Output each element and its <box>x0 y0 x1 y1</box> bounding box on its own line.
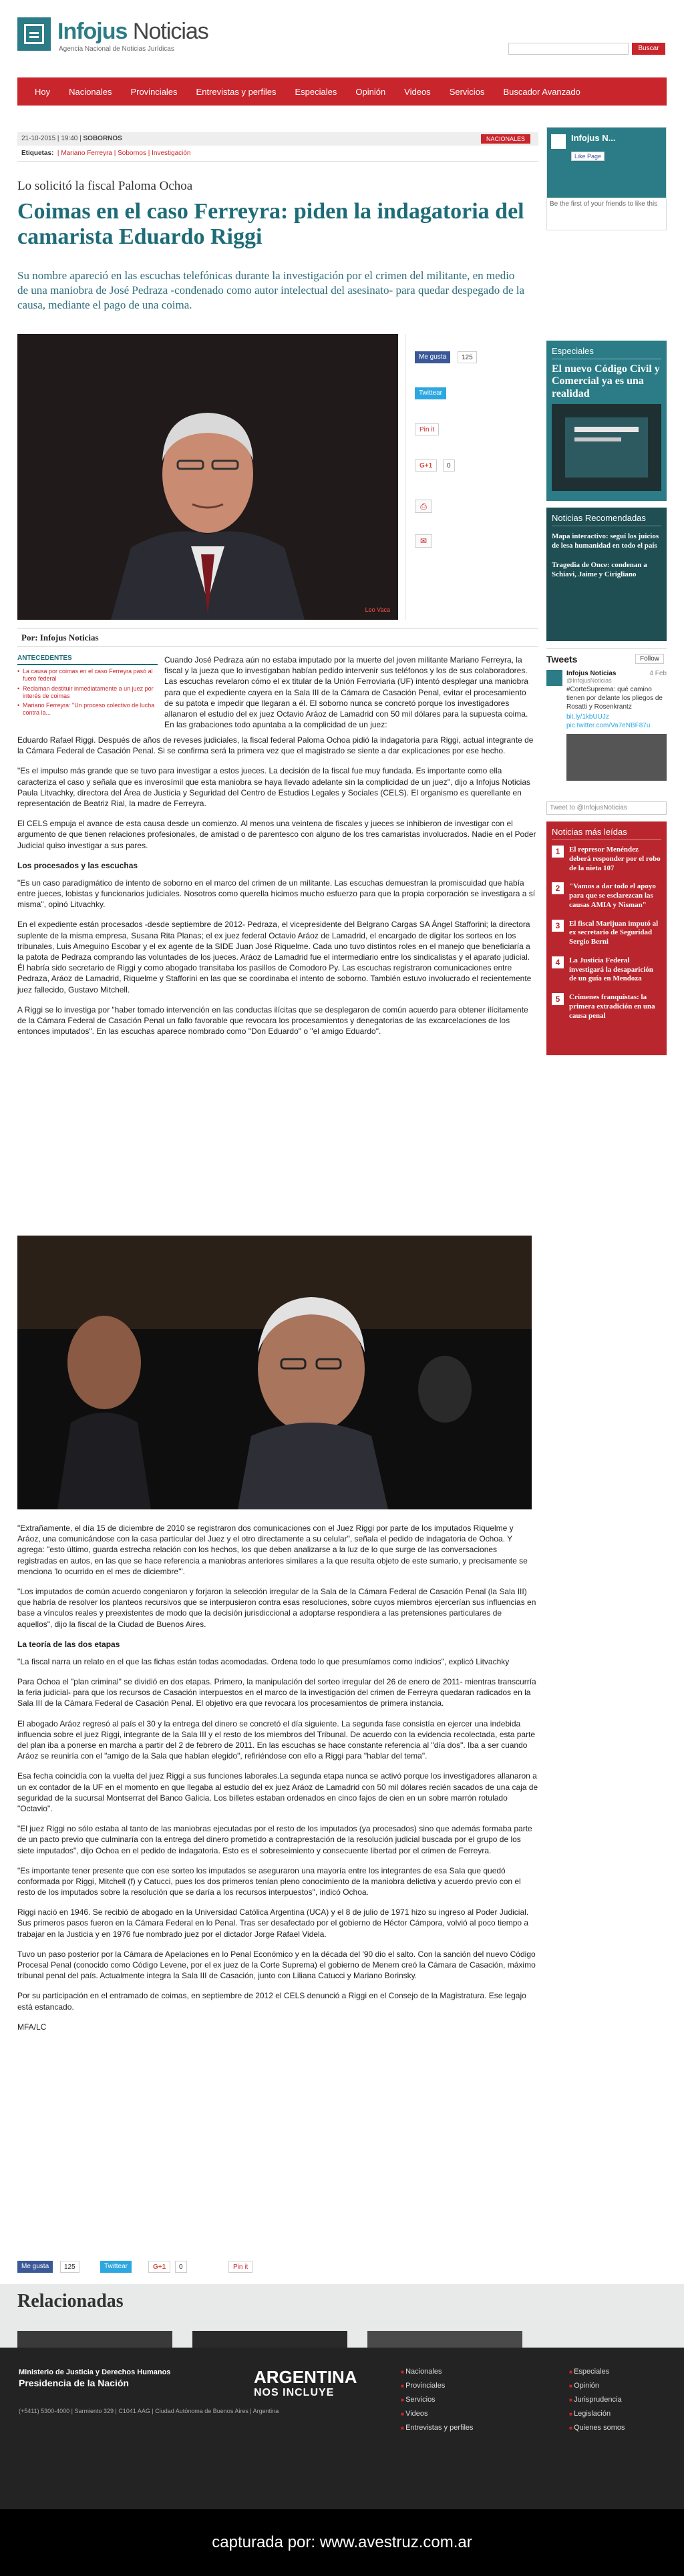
twitter-handle: @InfojusNoticias <box>566 677 612 684</box>
article-body-continued <box>17 1523 538 2042</box>
paragraph: El CELS empuja el avance de esta causa desde un comienzo. Al menos una veintena de fiscales y jueces se inhibieron de investigar con el argumento de que tienen relaciones profesionales, de amistad o de parentesco con alguno de los tres camaristas involucrados. Nadie en el Poder Judicial quiso investigar a sus pares. <box>17 819 536 850</box>
email-icon[interactable]: ✉ <box>415 534 432 548</box>
recommended-link[interactable]: Mapa interactivo: seguí los juicios de lesa humanidad en todo el país <box>552 532 659 550</box>
tags-label: Etiquetas: <box>21 150 54 157</box>
especiales-heading: Especiales <box>552 346 661 359</box>
paragraph: En el expediente están procesados -desde septiembre de 2012- Pedraza, el vicepresidente del Belgrano Cargas SA Ángel Stafforini; la directora suplente de la misma empresa, Susana Rita Planas; el ex juez federal Octavio Aráoz de Lamadrid, el encargado de digitar los sorteos en los tribunales, Luis Ameguino Escobar y el ex agente de la SIDE Juan José Riquelme. Cada uno tuvo distintos roles en el manejo que beneficiaría a la patota de Pedraza comprando las voluntades de los jueces. Aráoz de Lamadrid fue el intermediario entre los sindicalistas y el aparato judicial. Él habría sido secretario de Riggi y como abogado transitaba los pasillos de Comodoro Py. Las escuchas registraron comunicaciones entre Pedraza, Aráoz de Lamadrid, Riquelme y Stafforini en las que se coordinaba el intento de soborno. También estuvo involucrado el recientemente juez fallecido, Gustavo Mitchell. <box>17 920 532 994</box>
category-badge[interactable]: NACIONALES <box>481 134 530 144</box>
paragraph: "La fiscal narra un relato en el que las fichas están todas acomodadas. Ordena todo lo que presumíamos como indicios", explicó Litvachky <box>17 1656 510 1666</box>
nav-item-especiales[interactable]: Especiales <box>295 86 337 97</box>
pinterest-button[interactable]: Pin it <box>415 423 439 435</box>
hero-photo[interactable] <box>17 334 398 620</box>
most-read-title[interactable]: Crímenes franquistas: la primera extradición en una causa penal <box>569 993 655 1020</box>
most-read-item[interactable] <box>552 882 661 910</box>
paragraph: "Es un caso paradigmático de intento de soborno en el marco del crimen de un militante. Las escuchas demuestran la promiscuidad que había entre jueces, lobistas y funcionarios judiciales. Nosotros como querella hicimos mucho esfuerzo para que la propia corporación se investigara a sí misma", opinó Litvachky. <box>17 878 536 910</box>
recommended-box <box>546 508 667 641</box>
most-read-title[interactable]: La Justicia Federal investigará la desaparición de un guía en Mendoza <box>569 956 653 983</box>
rank-number: 2 <box>552 882 564 894</box>
nav-item-entrevistas[interactable]: Entrevistas y perfiles <box>196 86 277 97</box>
paragraph: Tuvo un paso posterior por la Cámara de Apelaciones en lo Penal Económico y en la década del '90 dio el salto. Con la sanción del nuevo Código Procesal Penal (conocido como Código Levene, por el ex juez de la Corte Suprema) el gobierno de Menem creó la Cámara de Casación, máximo tribunal penal del país. Actualmente integra la Sala III de Casación, junto con Liliana Catucci y Mariano Borinsky. <box>17 1949 536 1981</box>
rank-number: 5 <box>552 993 564 1005</box>
google-plus-button[interactable]: G+1 <box>148 2261 170 2273</box>
footer-link[interactable]: ■ Legislación <box>569 2407 625 2421</box>
print-icon[interactable]: ⎙ <box>415 500 432 513</box>
tagline: Agencia Nacional de Noticias Jurídicas <box>59 45 174 53</box>
most-read-item[interactable] <box>552 993 661 1021</box>
nav-item-buscador[interactable]: Buscador Avanzado <box>503 86 580 97</box>
main-nav <box>17 77 667 106</box>
article-title: Coimas en el caso Ferreyra: piden la indagatoria del camarista Eduardo Riggi <box>17 199 524 250</box>
brand-name[interactable]: Infojus Noticias <box>57 19 208 44</box>
tweet-link[interactable]: bit.ly/1kbUUJz pic.twitter.com/Va7eNBF87u <box>566 713 651 729</box>
footer-link[interactable]: ■ Opinión <box>569 2379 625 2393</box>
share-bar <box>405 334 538 620</box>
twitter-widget <box>546 648 667 815</box>
paragraph: Para Ochoa el "plan criminal" se dividió en dos etapas. Primero, la manipulación del sorteo irregular del 26 de enero de 2011- mientras transcurría la feria judicial- para que los recursos de Casación interpuestos en el marco de la investigación del crimen de Ferreyra quedaran radicados en la Sala III de la Cámara Federal de Casación Penal. El objetivo era que revocara los procesamientos de primera instancia. <box>17 1677 536 1708</box>
tweet-button[interactable]: Twittear <box>100 2261 132 2273</box>
most-read-title[interactable]: "Vamos a dar todo el apoyo para que se esclarezcan las causas AMIA y Nisman" <box>569 882 656 909</box>
paragraph: Por su participación en el entramado de coimas, en septiembre de 2012 el CELS denunció a Riggi en el Consejo de la Magistratura. Ese legajo está estancado. <box>17 1991 526 2012</box>
most-read-item[interactable] <box>552 920 661 947</box>
subheading: La teoría de las dos etapas <box>17 1639 120 1649</box>
nav-item-servicios[interactable]: Servicios <box>449 86 485 97</box>
tweet-image[interactable] <box>566 734 667 781</box>
recommended-link[interactable]: Tragedia de Once: condenan a Schiavi, Jaime y Cirigliano <box>552 560 647 578</box>
article-photo[interactable] <box>17 1236 532 1509</box>
antecedente-link[interactable]: • La causa por coimas en el caso Ferreyra pasó al fuero federal <box>17 668 158 683</box>
pinterest-button[interactable]: Pin it <box>228 2261 252 2273</box>
footer-link[interactable]: ■ Servicios <box>401 2393 474 2407</box>
logo-icon <box>550 133 567 150</box>
related-title: Relacionadas <box>17 2291 124 2312</box>
photo-credit: Leo Vaca <box>365 606 390 613</box>
article-meta: 21-10-2015 | 19:40 | SOBORNOS NACIONALES <box>17 132 538 146</box>
paragraph: Eduardo Rafael Riggi. Después de años de reveses judiciales, la fiscal federal Paloma Ochoa pidió la indagatoria para Riggi, actual integrante de la Cámara Federal de Casación Penal. Si se confirma será la primera vez que el magistrado se siente a dar explicaciones por ese hecho. <box>17 735 534 756</box>
rank-number: 4 <box>552 956 564 968</box>
tweets-heading: Tweets <box>546 654 578 665</box>
article-kicker: Lo solicitó la fiscal Paloma Ochoa <box>17 179 193 193</box>
footer-links-col2 <box>569 2365 625 2434</box>
most-read-box <box>546 821 667 1055</box>
twitter-account-name[interactable]: Infojus Noticias <box>566 670 617 677</box>
footer-link[interactable]: ■ Jurisprudencia <box>569 2393 625 2407</box>
facebook-like-button[interactable]: Me gusta <box>415 351 450 363</box>
ministry-logo[interactable] <box>19 2368 170 2389</box>
antecedentes-box <box>17 655 158 719</box>
facebook-page-widget <box>546 127 667 230</box>
footer-link[interactable]: ■ Videos <box>401 2407 474 2421</box>
article-section: SOBORNOS <box>83 135 122 142</box>
footer-link[interactable]: ■ Especiales <box>569 2365 625 2379</box>
paragraph: Cuando José Pedraza aún no estaba imputado por la muerte del joven militante Mariano Ferreyra, la fiscal y la jueza que lo investigaban habían pedido intervenir sus teléfonos y los de sus colaboradores. Las escuchas revelaron cómo el ex titular de la Unión Ferroviaria (UF) intentó desplegar una maniobra para que el expediente cayera en la Sala III de la Cámara de Casación Penal, evitar el procesamiento de su patota e impedir que llegaran a él. El soborno nunca se concretó porque los investigadores allanaron el estudio del ex juez Octavio Aráoz de Lamadrid con 50 mil dólares para la supuesta coima. En las grabaciones todo apuntaba a la complicidad de un juez: <box>164 655 528 730</box>
antecedente-link[interactable]: • Reclaman destituir inmediatamente a un juez por interés de coimas <box>17 685 158 701</box>
most-read-item[interactable] <box>552 956 661 984</box>
ministry-name: Ministerio de Justicia y Derechos Humanos <box>19 2368 171 2376</box>
capture-watermark: capturada por: www.avestruz.com.ar <box>0 2509 684 2576</box>
paragraph: "Los imputados de común acuerdo congeniaron y forjaron la selección irregular de la Sala de la Cámara Federal de Casación Penal (la Sala III) que habría de resolver los planteos recursivos que se interpusieron contra esas resoluciones, sobre cuyos miembros ejercerían sus influencias en base a vínculos reales y preexistentes de modo que la decisión jurisdiccional a adoptarse respondiera a las pretensiones particulares de aquellos", dijo la fiscal de la Ciudad de Buenos Aires. <box>17 1586 536 1629</box>
facebook-like-count: 125 <box>458 351 477 363</box>
logo-icon[interactable] <box>17 17 51 51</box>
facebook-like-button[interactable]: Me gusta <box>17 2261 53 2273</box>
article-date: 21-10-2015 <box>21 135 56 142</box>
nav-item-videos[interactable]: Videos <box>404 86 431 97</box>
tags-bar: Etiquetas: | Mariano Ferreyra | Sobornos | Investigación <box>17 150 538 162</box>
paragraph: "Es el impulso más grande que se tuvo para investigar a estos jueces. La decisión de la fiscal fue muy fundada. Es importante como ella caracteriza el caso y señala que es inverosímil que esta maniobra se haya llevado adelante sin la complicidad de un juez", dijo a Infojus Noticias Paula Litvachky, directora del Área de Justicia y Seguridad del Centro de Estudios Legales y Sociales (CELS). El organismo es querellante en representación de Beatriz Rial, la madre de Ferreyra. <box>17 766 531 808</box>
nav-item-opinion[interactable]: Opinión <box>355 86 386 97</box>
article-lead: Su nombre apareció en las escuchas telefónicas durante la investigación por el crimen del militante, en medio de una maniobra de José Pedraza -condenado como autor intelectual del asesinato- para quedar despegado de la causa, mediante el pago de una coima. <box>17 269 525 312</box>
rank-number: 3 <box>552 920 564 932</box>
search-button[interactable]: Buscar <box>632 43 665 55</box>
argentina-logo[interactable] <box>254 2368 357 2398</box>
google-plus-count: 0 <box>175 2261 187 2273</box>
footer-link[interactable]: ■ Entrevistas y perfiles <box>401 2421 474 2435</box>
tag-link[interactable]: Sobornos <box>118 150 146 157</box>
nav-item-hoy[interactable]: Hoy <box>35 86 51 97</box>
most-read-item[interactable] <box>552 846 661 873</box>
site-header <box>17 13 667 77</box>
subheading: Los procesados y las escuchas <box>17 860 138 870</box>
especiales-title[interactable]: El nuevo Código Civil y Comercial ya es una realidad <box>552 363 660 399</box>
tag-link[interactable]: Investigación <box>152 150 191 157</box>
argentina-text: ARGENTINA <box>254 2367 357 2387</box>
most-read-heading: Noticias más leídas <box>552 827 661 840</box>
share-bottom-bar <box>17 2261 285 2274</box>
paragraph: El abogado Aráoz regresó al país el 30 y la entrega del dinero se concretó el día siguiente. La segunda fase consistía en ejercer una indebida influencia sobre el juez Riggi, integrante de la Sala III y el resto de los miembros del Tribunal. De acuerdo con la evidencia recolectada, esta parte del plan iba a ponerse en marcha a partir del 2 de febrero de 2011. En las escuchas se hace constante referencia al "día dos". Iba a ser cuando Aráoz se reuniría con el "amigo de la Sala que habían elegido", refiriéndose con ello a Riggi para "hablar del tema". <box>17 1718 536 1761</box>
nav-item-provinciales[interactable]: Provinciales <box>130 86 178 97</box>
especiales-image[interactable] <box>552 404 661 491</box>
tweet-text: #CorteSuprema: qué camino tienen por delante los pliegos de Rosatti y Rosenkrantz <box>566 686 663 711</box>
twitter-follow-button[interactable]: Follow <box>635 654 664 664</box>
google-plus-button[interactable]: G+1 <box>415 459 437 472</box>
paragraph: Esa fecha coincidía con la vuelta del juez Riggi a sus funciones laborales.La segunda etapa nunca se activó porque los investigadores allanaron a un ex contador de la UF en el momento en que llegaba al estudio del ex juez Aráoz de Lamadrid con 50 mil dólares recién sacados de una caja de seguridad de la sucursal Montserrat del Banco Galicia. Los billetes estaban ordenados en cinco fajos de cien en un sobre marrón rotulado "Octavio". <box>17 1771 538 1813</box>
facebook-page-name[interactable]: Infojus N... <box>571 133 616 143</box>
nos-incluye-text: NOS INCLUYE <box>254 2386 335 2398</box>
paragraph: A Riggi se lo investiga por "haber tomado intervención en las conductas ilícitas que se desplegaron de común acuerdo para obtener ilícitamente de la Cámara Federal de Casación Penal un fallo favorable que revocara los procesamientos y denegatorias de las excarcelaciones de los entonces imputados". En las escuchas aparece nombrado como "Don Eduardo" o "el amigo Eduardo". <box>17 1004 528 1037</box>
paragraph: "El juez Riggi no sólo estaba al tanto de las maniobras ejecutadas por el resto de los imputados (ya procesados) sino que además formaba parte de un pacto previo que culminaría con la entrega del dinero prometido a contraprestación de la resolución judicial buscada por el grupo de los siete imputados", dijo Ochoa en el pedido de indagatoria. Esto es el sobreseimiento y consecuente libertad por el crimen de Ferreyra. <box>17 1824 532 1855</box>
twitter-avatar[interactable] <box>546 670 562 686</box>
paragraph: Riggi nació en 1946. Se recibió de abogado en la Universidad Católica Argentina (UCA) y el 8 de julio de 1971 hizo su ingreso al Poder Judicial. Sus primeros pasos fueron en la Cámara Federal en lo Penal. Tras ser desafectado por el gobierno de Héctor Cámpora, volvió al poco tiempo a trabajar en la Justicia y en 1976 fue nombrado juez por el dictador Jorge Rafael Videla. <box>17 1907 529 1939</box>
signoff: MFA/LC <box>17 2022 47 2032</box>
tweet-date: 4 Feb <box>649 670 667 677</box>
footer-links-col1 <box>401 2365 474 2434</box>
rank-number: 1 <box>552 846 564 858</box>
google-plus-count: 0 <box>443 459 455 472</box>
most-read-title[interactable]: El represor Menéndez deberá responder por el robo de la nieta 107 <box>569 846 661 872</box>
facebook-like-count: 125 <box>60 2261 79 2273</box>
facebook-like-page-button[interactable]: Like Page <box>571 152 605 161</box>
antecedentes-title: ANTECEDENTES <box>17 655 158 665</box>
article-time: 19:40 <box>61 135 78 142</box>
tweet-to-input[interactable]: Tweet to @InfojusNoticias <box>546 801 667 815</box>
facebook-cover[interactable] <box>547 128 666 198</box>
paragraph: "Es importante tener presente que con ese sorteo los imputados se aseguraron una mayoría entre los integrantes de esa Sala que quedó conformada por Riggi, Mitchell (f) y Catucci, pues los dos primeros tenían pleno conocimiento de la maniobra delictiva y acuerdo previo con el resto de los imputados sobre la resolución que se daría a los recursos interpuestos", indicó Ochoa. <box>17 1865 521 1897</box>
footer-link[interactable]: ■ Nacionales <box>401 2365 474 2379</box>
footer-address: (+5411) 5300-4000 | Sarmiento 329 | C1041 AAG | Ciudad Autónoma de Buenos Aires | Argentina <box>19 2408 279 2414</box>
presidency-name: Presidencia de la Nación <box>19 2378 129 2389</box>
tweet-button[interactable]: Twittear <box>415 387 446 399</box>
search-input[interactable] <box>508 43 629 55</box>
tag-link[interactable]: Mariano Ferreyra <box>61 150 112 157</box>
article-body <box>17 735 538 1046</box>
related-section <box>17 2291 667 2312</box>
facebook-note: Be the first of your friends to like this <box>550 200 658 208</box>
byline: Por: Infojus Noticias <box>17 628 538 647</box>
footer-link[interactable]: ■ Provinciales <box>401 2379 474 2393</box>
antecedente-link[interactable]: • Mariano Ferreyra: "Un proceso colectivo de lucha contra la... <box>17 702 158 717</box>
nav-item-nacionales[interactable]: Nacionales <box>69 86 112 97</box>
recommended-heading: Noticias Recomendadas <box>552 513 661 526</box>
most-read-title[interactable]: El fiscal Marijuan imputó al ex secretario de Seguridad Sergio Berni <box>569 919 659 946</box>
especiales-box[interactable] <box>546 341 667 501</box>
footer-link[interactable]: ■ Quienes somos <box>569 2421 625 2435</box>
paragraph: "Extrañamente, el día 15 de diciembre de 2010 se registraron dos comunicaciones con el Juez Riggi por parte de los imputados Riquelme y Aráoz, una comunicándose con la casa particular del Juez y el otro directamente a su celular", señala el pedido de indagatoria de Ochoa. Y agrega: "esto último, guarda estrecha relación con los hechos, los que deben analizarse a la luz de lo que surge de las conversaciones registradas en autos, en las que se hace referencia a maniobras anteriores similares a la que resulta objeto de este sumario, y precisamente se menciona 'lo ocurrido en el mes de diciembre'". <box>17 1523 528 1576</box>
